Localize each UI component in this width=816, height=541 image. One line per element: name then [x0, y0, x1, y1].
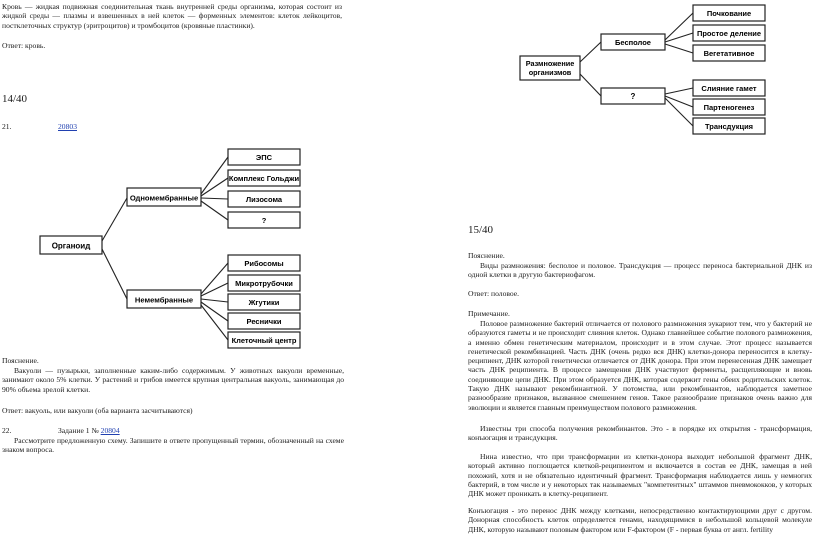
- note-paragraph-4: Конъюгация - это перенос ДНК между клетками, непосредственно контактирующими друг с другом. Донорная способность клеток определяется генами, находящимися в небольшой кольцевой молекуле ДНК, которую называют половым фактором или F-фактором (F - первая буква от англ. fertility: [468, 506, 812, 534]
- reproduction-diagram: [508, 0, 816, 140]
- nonmembrane-items: [228, 255, 300, 348]
- explanation-text: Вакуоли — пузырьки, заполненные каким-либо содержимым. У животных вакуоли временные, занимают около 5% клетки. У растений и грибов имеется крупная центральная вакуоль, занимающая до 90% объема зрелой клетки.: [2, 366, 344, 394]
- note-paragraph-1: Половое размножение бактерий отличается от полового размножения эукариот тем, что у бактерий не образуются гаметы и не происходит слияния клеток. Однако главнейшее событие полового размножения, а именно обмен генетическим материалом, происходит и в этом случае. Этот процесс называется генетической рекомбинацией. Часть ДНК (очень редко вся ДНК) клетки-донора переносится в клетку-реципиент, ДНК которой генетически отличается от ДНК донора. При этом перенесенная ДНК замещает часть ДНК реципиента. В процессе замещения ДНК участвуют ферменты, расщепляющие и вновь соединяющие цепи ДНК. При этом образуется ДНК, которая содержит гены обеих родительских клеток. Такую ДНК называют рекомбинантной. У потомства, или рекомбинантов, наблюдается заметное разнообразие признаков, вызванное смешением генов. Такое разнообразие признаков очень важно для эволюции и является главным преимуществом полового размножения.: [468, 319, 812, 412]
- item-gamete-fusion: Слияние гамет: [701, 84, 757, 93]
- question-22-text: Рассмотрите предложенную схему. Запишите в ответе пропущенный термин, обозначенный на схеме знаком вопроса.: [2, 436, 344, 455]
- page-number: 14/40: [2, 93, 28, 105]
- item-eps: ЭПС: [255, 153, 273, 162]
- explanation-label: Пояснение.: [468, 251, 505, 260]
- item-question-mark: ?: [261, 216, 267, 225]
- item-parthenogenesis: Партеногенез: [703, 103, 755, 112]
- branch-label-nonmembrane: Немембранные: [134, 295, 194, 305]
- explanation-text: Виды размножения: бесполое и половое. Трансдукция — процесс переноса бактериальной ДНК из одной клетки в другую бактериофагом.: [468, 261, 812, 280]
- item-cilia: Реснички: [246, 317, 282, 326]
- branch-label-unknown: ?: [630, 92, 636, 101]
- question-22-number: 22.: [2, 426, 12, 435]
- answer-vacuole: Ответ: вакуоль, или вакуоли (оба варианта засчитываются): [2, 406, 193, 415]
- intro-text: Кровь — жидкая подвижная соединительная ткань внутренней среды организма, которая состоит из жидкой среды — плазмы и взвешенных в ней клеток — форменных элементов: клеток лейкоцитов, постклеточных структур (эритроцитов) и тромбоцитов (кровяные пластинки).: [2, 2, 342, 30]
- note-paragraph-3: Нина известно, что при трансформации из клетки-донора выходит небольшой фрагмент ДНК, который активно поглощается клеткой-реципиентом и включается в состав ее ДНК, замещая в ней похожий, хотя и не обязательно идентичный фрагмент. Трансформация наблюдается лишь у немногих бактерий, в том числе и у некоторых так называемых "компетентных" штаммов пневмококков, у которых ДНК может проникать в клетку-реципиент.: [468, 452, 812, 499]
- note-paragraph-2: Известны три способа получения рекомбинантов. Это - в порядке их открытия - трансформация, конъюгация и трансдукция.: [468, 424, 812, 443]
- note-label: Примечание.: [468, 309, 510, 318]
- root-label-line2: организмов: [528, 68, 572, 77]
- question-21-link[interactable]: 20803: [58, 122, 77, 131]
- root-label: Органоид: [51, 241, 91, 251]
- answer: Ответ: половое.: [468, 289, 520, 298]
- page-number: 15/40: [468, 224, 494, 236]
- question-21-number: 21.: [2, 122, 12, 131]
- item-golgi: Комплекс Гольджи: [228, 174, 300, 183]
- branch-label-asexual: Бесполое: [615, 38, 651, 47]
- item-flagella: Жгутики: [248, 298, 280, 307]
- item-budding: Почкование: [706, 9, 752, 18]
- item-transduction: Трансдукция: [704, 122, 754, 131]
- item-lysosome: Лизосома: [245, 195, 283, 204]
- explanation-label: Пояснение.: [2, 356, 39, 365]
- item-cell-center: Клеточный центр: [231, 336, 297, 345]
- answer-blood: Ответ: кровь.: [2, 41, 46, 50]
- question-22-task: Задание 1 № 20804: [58, 426, 120, 435]
- branch-label-membrane: Одномембранные: [129, 193, 199, 203]
- question-22-link[interactable]: 20804: [100, 426, 120, 435]
- root-label-line1: Размножение: [525, 59, 575, 68]
- right-page: [408, 0, 816, 541]
- membrane-items: [228, 149, 300, 228]
- item-vegetative: Вегетативное: [703, 49, 755, 58]
- item-microtubules: Микротрубочки: [235, 279, 293, 288]
- organoid-diagram: [0, 140, 408, 355]
- item-ribosomes: Рибосомы: [244, 259, 284, 268]
- item-simple-division: Простое деление: [696, 29, 762, 38]
